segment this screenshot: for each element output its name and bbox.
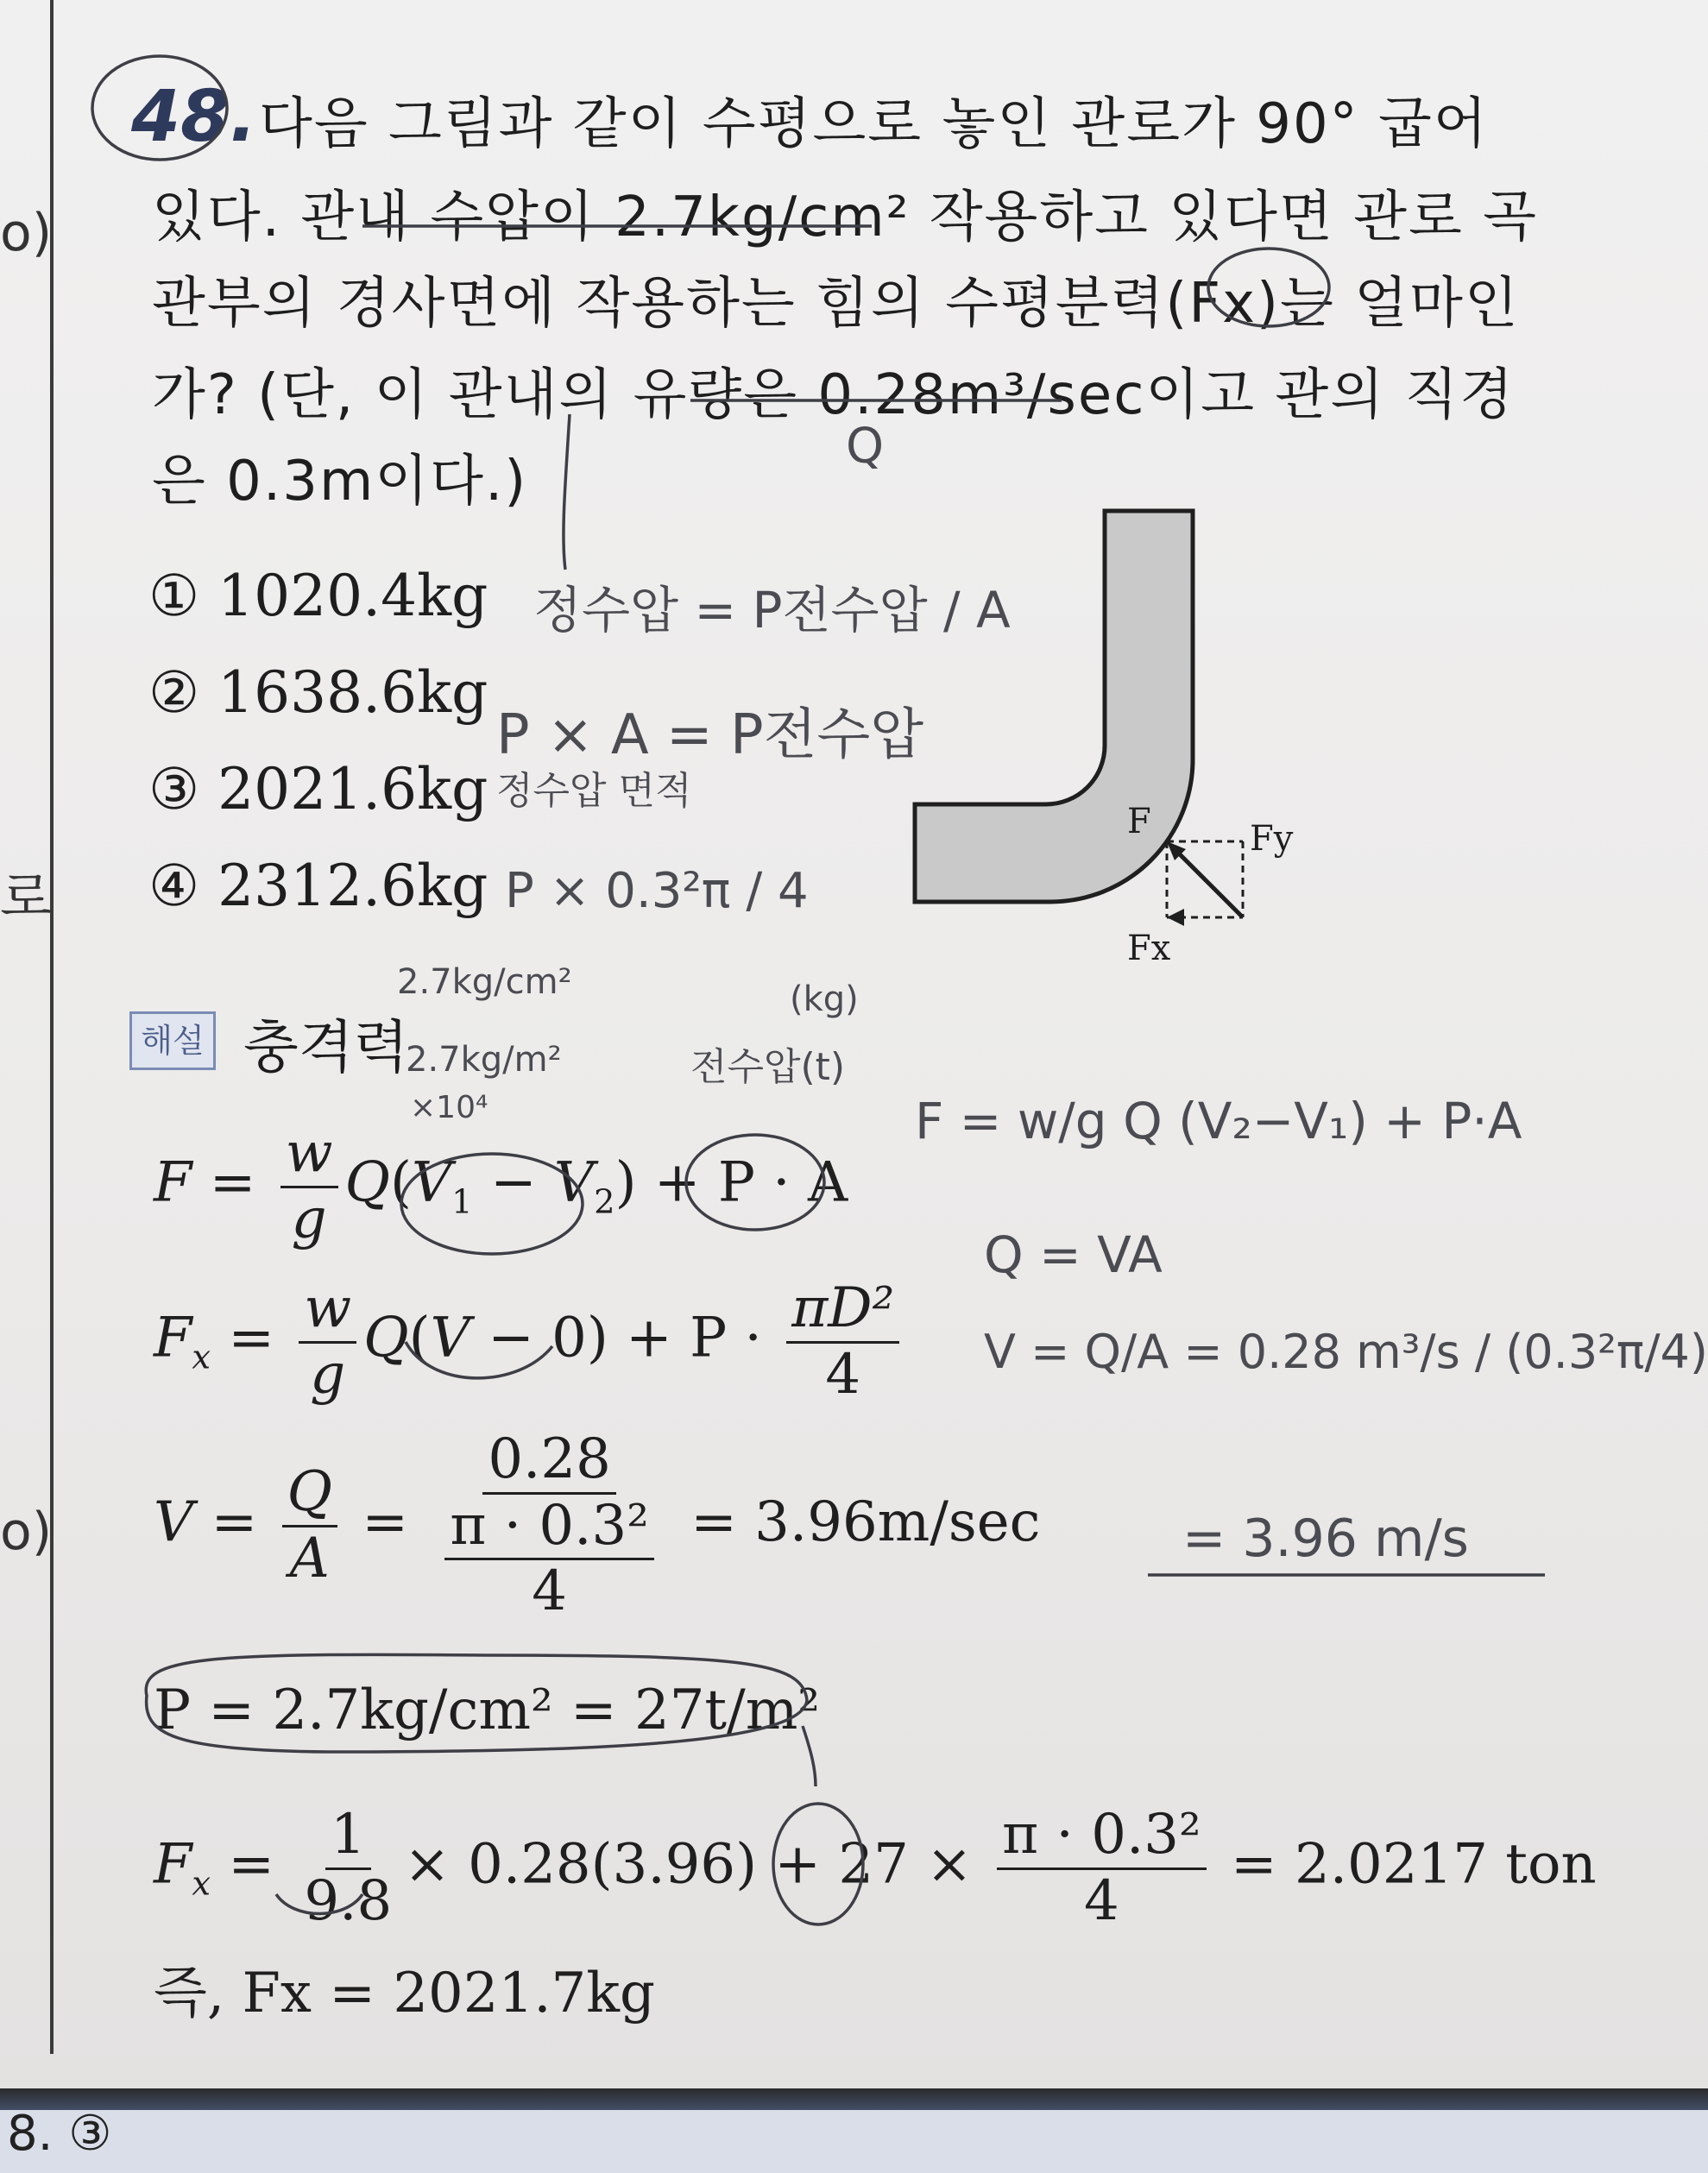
equation-velocity: V = $\frac{Q}{A}$ = $\frac{0.28}{\frac{\text{π · 0.3²}}{4}}$ = 3.96m/sec [154, 1427, 1041, 1624]
label-fx: Fx [1127, 929, 1171, 968]
handwritten-note: 정수압 면적 [496, 769, 692, 813]
handwritten-note: F = w/g Q (V₂−V₁) + P·A [915, 1092, 1522, 1150]
handwritten-note: Q [846, 419, 885, 475]
handwritten-note: 전수압(t) [690, 1045, 846, 1089]
pen-arrow [803, 1726, 816, 1786]
question-line: 관부의 경사면에 작용하는 힘의 수평분력(Fx)는 얼마인 [152, 272, 1520, 336]
equation-f: F = $\frac{w}{g}$ $Q(V_1 - V_2) + P \cdot A$ [154, 1121, 848, 1251]
handwritten-note: Q = VA [984, 1225, 1163, 1284]
choice-1: ① 1020.4kg [148, 563, 488, 629]
equation-pressure: P = 2.7kg/cm² = 27t/m² [154, 1679, 821, 1742]
margin-mark: 로 [0, 866, 52, 929]
handwritten-note: P × 0.3²π / 4 [505, 863, 809, 919]
choice-4: ④ 2312.6kg [148, 853, 488, 919]
label-fy: Fy [1250, 819, 1294, 859]
solution-badge: 해설 [129, 1011, 216, 1070]
question-line: 가? (단, 이 관내의 유량은 0.28m³/sec이고 관의 직경 [152, 363, 1516, 427]
fx-circle [1208, 249, 1329, 326]
pressure-circle [146, 1654, 807, 1752]
velocity-circle [401, 1154, 583, 1254]
handwritten-note: (kg) [790, 979, 859, 1019]
handwritten-note: 정수압 = P전수압 / A [533, 581, 1011, 639]
number-circle [92, 56, 227, 160]
handwritten-note: 2.7kg/m² [406, 1040, 562, 1080]
next-page-strip [0, 2110, 1708, 2173]
label-f: F [1127, 802, 1151, 841]
value-circle [773, 1804, 863, 1924]
equation-fx-calc: $F_x$ = $\frac{1}{9.8}$ × 0.28(3.96) + 27 × $\frac{\text{π · 0.3²}}{4}$ = 2.0217 ton [154, 1803, 1597, 1933]
margin-mark: o) [0, 1502, 53, 1562]
handwritten-note: V = Q/A = 0.28 m³/s / (0.3²π/4) [984, 1325, 1708, 1379]
margin-mark: o) [0, 203, 53, 263]
question-line: 있다. 관내 수압이 2.7kg/cm² 작용하고 있다면 관로 곡 [152, 186, 1538, 249]
pen-stroke [276, 1894, 362, 1914]
footer-answer: 8. ③ [7, 2106, 112, 2162]
handwritten-note: ×10⁴ [410, 1090, 488, 1125]
handwritten-note: P × A = P전수압 [496, 703, 924, 767]
pen-stroke [564, 414, 570, 570]
final-answer: 즉, Fx = 2021.7kg [154, 1962, 656, 2025]
equation-fx: $F_x$ = $\frac{w}{g}$ Q(V − 0) + P · $\frac{\text{πD²}}{4}$ [154, 1277, 906, 1407]
question-number: 48. [131, 76, 257, 158]
pen-stroke [406, 1342, 552, 1378]
solution-title: 충격력 [243, 1014, 409, 1080]
handwritten-note: 2.7kg/cm² [397, 962, 572, 1002]
choice-2: ② 1638.6kg [148, 659, 488, 726]
pa-circle [686, 1135, 824, 1230]
choice-3: ③ 2021.6kg [148, 756, 488, 822]
question-line: 은 0.3m이다.) [152, 450, 528, 513]
question-line: 다음 그림과 같이 수평으로 놓인 관로가 90° 굽어 [259, 92, 1489, 156]
handwritten-note: = 3.96 m/s [1182, 1509, 1469, 1569]
